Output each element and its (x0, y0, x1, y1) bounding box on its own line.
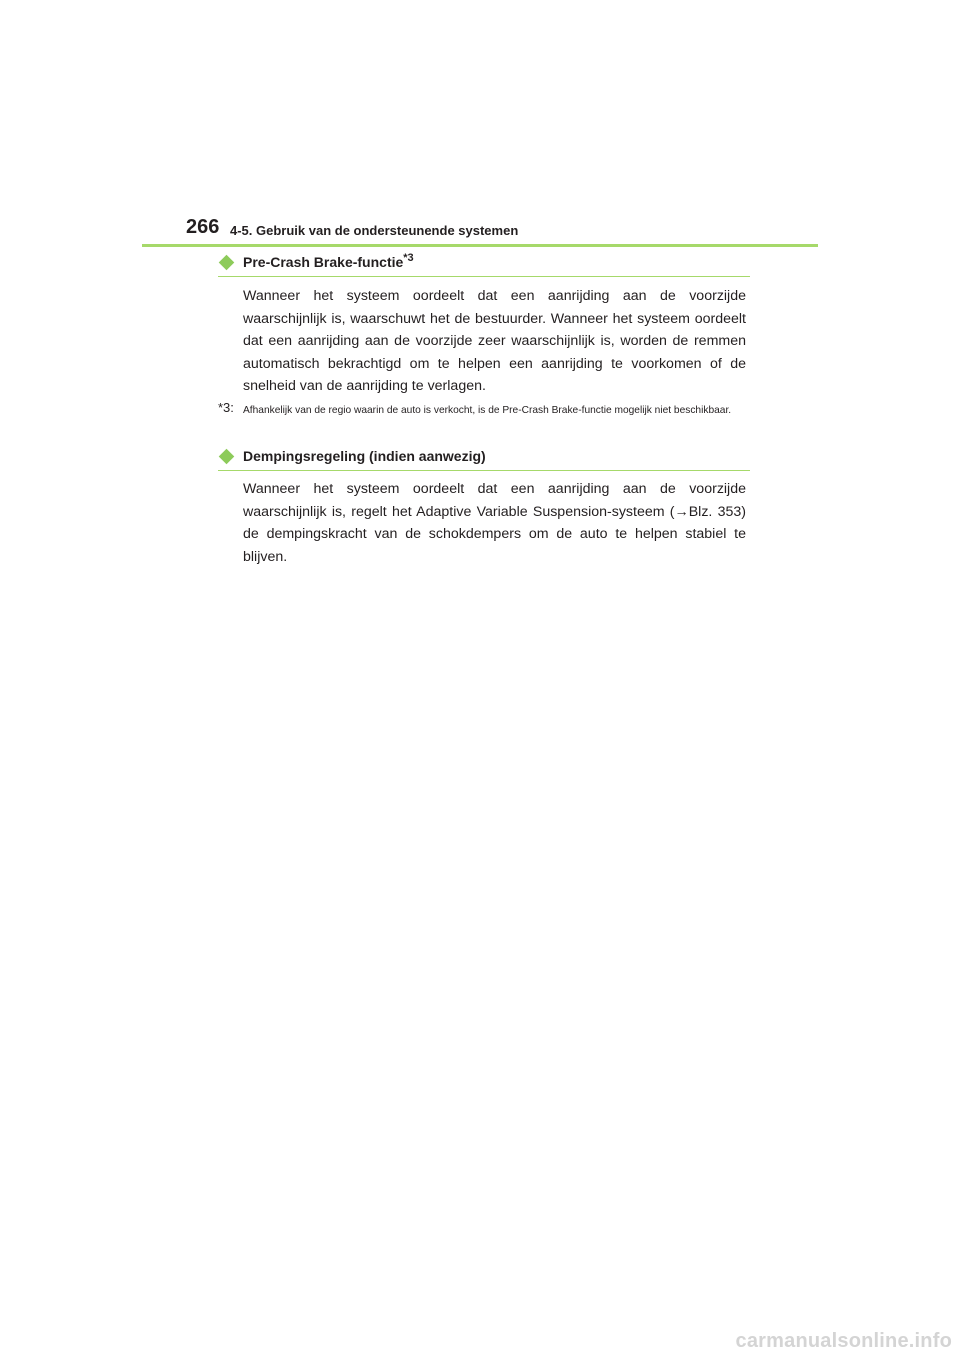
subheading-label (243, 253, 414, 272)
subheading-rule (218, 276, 750, 277)
diamond-bullet-icon (219, 255, 235, 271)
damping-control-paragraph: Wanneer het systeem oordeelt dat een aanrijding aan de voorzijde waarschijnlijk is, regelt het Adaptive Variable Suspension-systeem (→Blz. 353) de dempingskracht van de schokdempers om de auto te helpen stabiel te blijven. (243, 481, 746, 565)
subheading-damping-control (218, 447, 750, 472)
footnote-mark: *3: (218, 400, 234, 415)
footnote (218, 400, 746, 435)
subheading-rule (218, 470, 750, 471)
watermark: carmanualsonline.info (735, 1330, 952, 1352)
page-header (186, 215, 826, 241)
section-title: 4-5. Gebruik van de ondersteunende systemen (230, 223, 519, 238)
pre-crash-brake-paragraph: Wanneer het systeem oordeelt dat een aanrijding aan de voorzijde waarschijnlijk is, waarschuwt het de bestuurder. Wanneer het systeem oordeelt dat een aanrijding aan de voorzijde zeer waarschijnlijk is, worden de remmen automatisch bekrachtigd om te helpen een aanrijding te voorkomen of de snelheid van de aanrijding te verlagen. (243, 288, 746, 395)
diamond-bullet-icon (219, 449, 235, 465)
page-number: 266 (186, 216, 220, 238)
footnote-text: Afhankelijk van de regio waarin de auto is verkocht, is de Pre-Crash Brake-functie mogelijk niet beschikbaar. (243, 405, 732, 416)
subheading-label: Dempingsregeling (indien aanwezig) (243, 448, 486, 464)
header-rule (142, 244, 818, 247)
subheading-pre-crash-brake (218, 253, 750, 278)
subheading-text: Pre-Crash Brake-functie (243, 254, 404, 270)
footnote-reference: *3 (403, 252, 414, 264)
